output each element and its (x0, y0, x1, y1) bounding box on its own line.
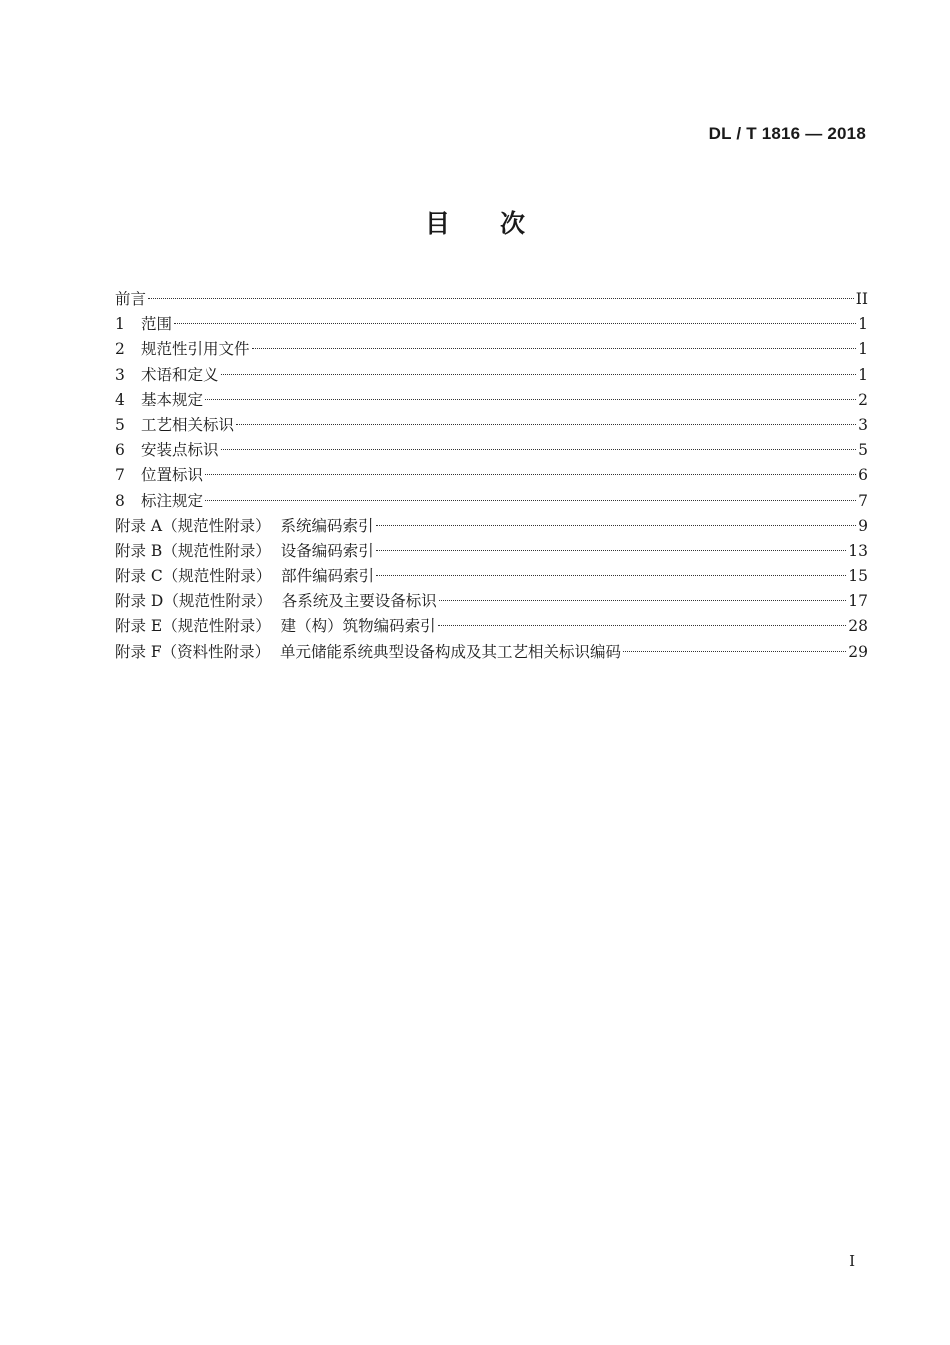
toc-leader-dots (205, 399, 856, 400)
toc-entry-page: 29 (848, 642, 868, 661)
toc-entry-label: 前言 (115, 290, 147, 308)
toc-leader-dots (236, 424, 856, 425)
toc-entry-appendix-a[interactable] (115, 514, 868, 539)
toc-entry-8[interactable] (115, 489, 868, 514)
toc-entry-label: 单元储能系统典型设备构成及其工艺相关标识编码 (280, 642, 622, 661)
toc-entry-page: 15 (848, 567, 868, 586)
toc-leader-dots (221, 374, 857, 375)
toc-entry-appendix-f[interactable] (115, 640, 868, 665)
toc-entry-page: 1 (858, 315, 868, 334)
toc-leader-dots (376, 550, 847, 551)
toc-entry-number: 3 (115, 365, 125, 384)
toc-leader-dots (376, 525, 857, 526)
toc-entry-label: 安装点标识 (141, 441, 219, 460)
toc-appendix-prefix: 附录 F（资料性附录） (115, 642, 281, 661)
toc-appendix-prefix: 附录 A（规范性附录） (115, 516, 281, 535)
standard-code: DL / T 1816 — 2018 (708, 124, 866, 143)
toc-entry-label: 各系统及主要设备标识 (281, 592, 437, 611)
toc-entry-page: II (855, 290, 868, 308)
toc-entry-page: 1 (858, 365, 868, 384)
toc-entry-label: 设备编码索引 (280, 541, 374, 560)
toc-entry-1[interactable] (115, 312, 868, 337)
toc-appendix-prefix: 附录 B（规范性附录） (115, 541, 281, 560)
toc-entry-page: 5 (858, 441, 868, 460)
toc-entry-4[interactable] (115, 388, 868, 413)
toc-leader-dots (148, 298, 854, 299)
toc-entry-label: 术语和定义 (141, 365, 219, 384)
toc-entry-number: 2 (115, 340, 125, 359)
toc-entry-label: 建（构）筑物编码索引 (280, 617, 436, 636)
toc-entry-number: 7 (115, 466, 125, 485)
toc-entry-number: 6 (115, 441, 125, 460)
toc-appendix-prefix: 附录 D（规范性附录） (115, 592, 282, 611)
toc-entry-appendix-b[interactable] (115, 539, 868, 564)
toc-leader-dots (438, 625, 847, 626)
toc-entry-appendix-e[interactable] (115, 614, 868, 639)
toc-entry-2[interactable] (115, 337, 868, 362)
toc-entry-page: 7 (858, 491, 868, 510)
toc-entry-label: 标注规定 (141, 491, 204, 510)
toc-entry-page: 28 (848, 617, 868, 636)
toc-entry-label: 规范性引用文件 (141, 340, 250, 359)
table-of-contents (115, 287, 868, 665)
toc-entry-page: 6 (858, 466, 868, 485)
toc-leader-dots (376, 575, 846, 576)
toc-entry-number: 1 (115, 315, 125, 334)
toc-entry-6[interactable] (115, 438, 868, 463)
toc-entry-page: 3 (858, 415, 868, 434)
toc-leader-dots (205, 500, 856, 501)
toc-entry-page: 2 (858, 390, 868, 409)
toc-entry-number: 5 (115, 415, 125, 434)
toc-entry-label: 基本规定 (141, 390, 204, 409)
toc-leader-dots (174, 323, 856, 324)
toc-entry-appendix-c[interactable] (115, 564, 868, 589)
toc-entry-page: 17 (848, 592, 868, 611)
toc-entry-label: 范围 (141, 315, 173, 334)
toc-appendix-prefix: 附录 C（规范性附录） (115, 567, 282, 586)
toc-leader-dots (205, 474, 856, 475)
page-number: I (849, 1252, 855, 1270)
toc-entry-7[interactable] (115, 463, 868, 488)
toc-entry-label: 工艺相关标识 (141, 415, 235, 434)
toc-entry-appendix-d[interactable] (115, 589, 868, 614)
toc-leader-dots (221, 449, 857, 450)
page-title: 目次 (424, 209, 575, 238)
toc-entry-label: 系统编码索引 (280, 516, 374, 535)
toc-entry-5[interactable] (115, 413, 868, 438)
toc-leader-dots (623, 651, 846, 652)
toc-entry-label: 部件编码索引 (281, 567, 375, 586)
toc-leader-dots (439, 600, 847, 601)
toc-entry-page: 9 (858, 516, 868, 535)
toc-appendix-prefix: 附录 E（规范性附录） (115, 617, 281, 636)
toc-entry-number: 4 (115, 390, 125, 409)
toc-entry-page: 13 (848, 541, 868, 560)
toc-entry-label: 位置标识 (141, 466, 204, 485)
toc-entry-3[interactable] (115, 363, 868, 388)
toc-entry-number: 8 (115, 491, 125, 510)
toc-leader-dots (252, 348, 857, 349)
toc-entry-page: 1 (858, 340, 868, 359)
toc-entry-foreword[interactable] (115, 287, 868, 312)
